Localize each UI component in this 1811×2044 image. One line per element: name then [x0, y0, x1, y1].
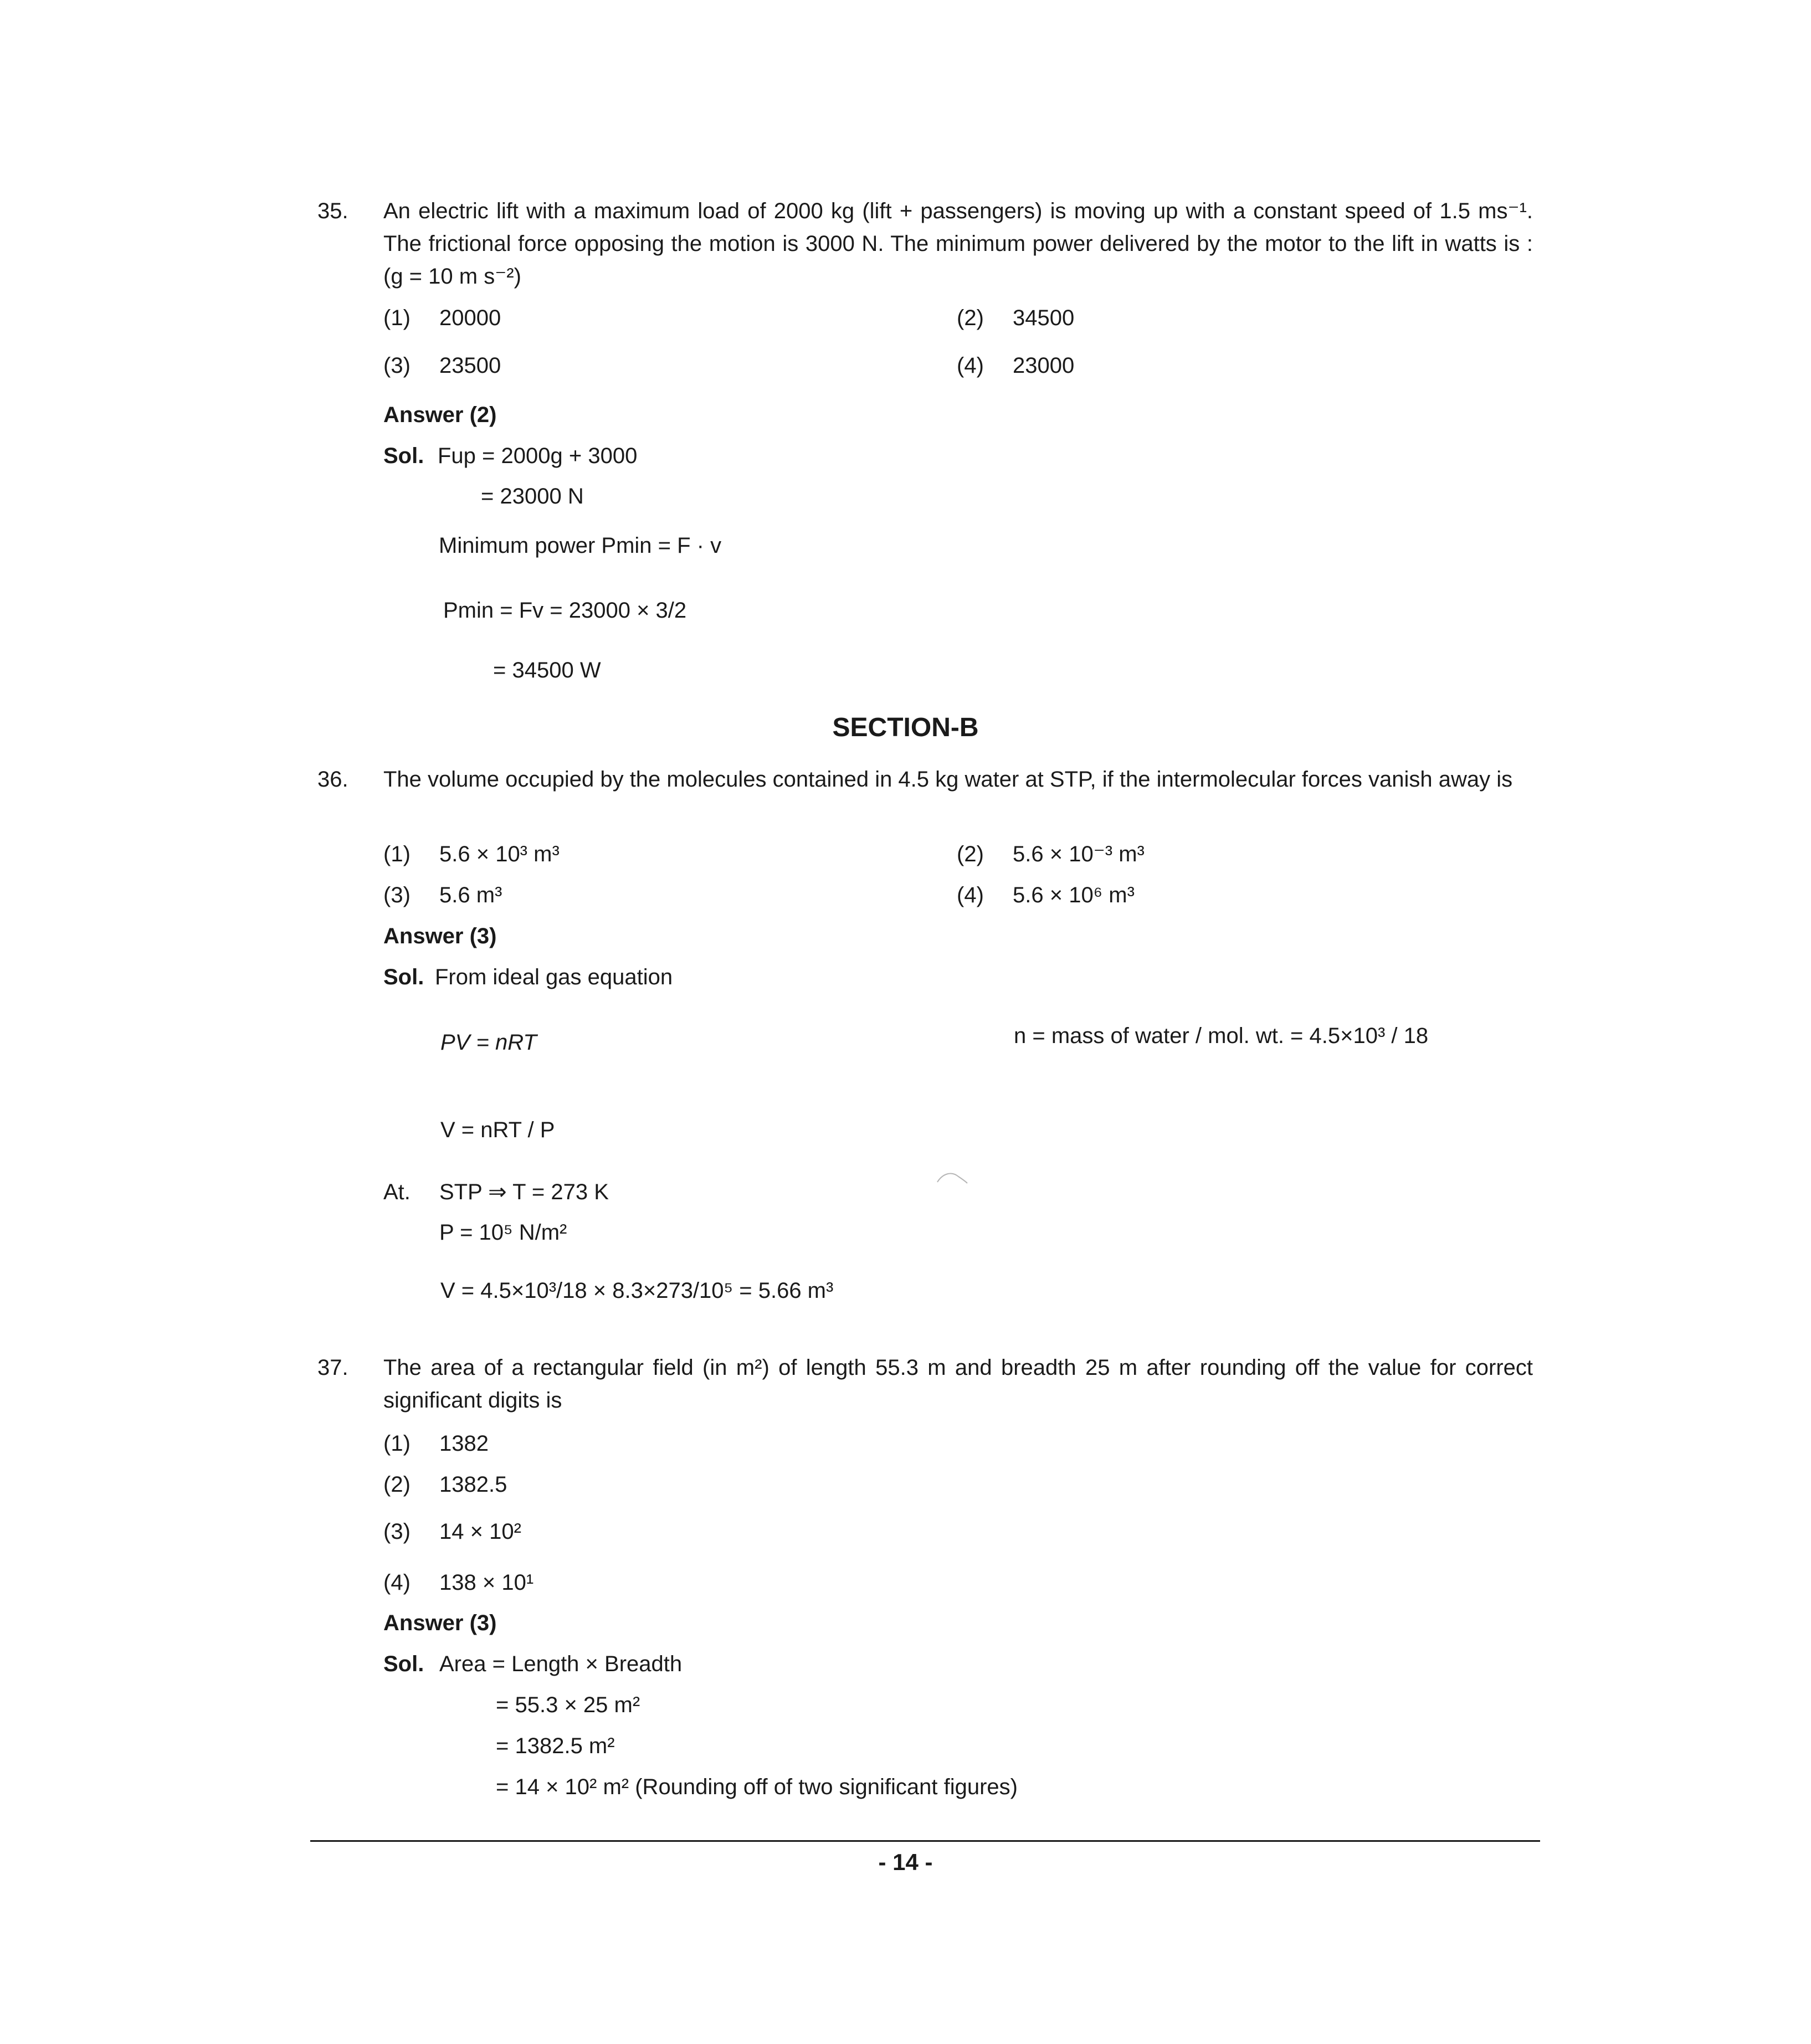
question-text: An electric lift with a maximum load of 2000 kg (lift + passengers) is moving up with a constant speed of 1.5 ms⁻¹. The frictional force opposing the motion is 3000 N. The minimum power delivered by the motor to the lift in watts is : (g = 10 m s⁻²)	[383, 199, 1533, 289]
question-number: 35.	[317, 199, 348, 223]
option-label: (4)	[383, 1570, 411, 1595]
option-label: (3)	[383, 353, 411, 378]
solution-step: P = 10⁵ N/m²	[439, 1220, 567, 1245]
equation: PV = nRT	[440, 1030, 537, 1055]
option-label: (1)	[383, 306, 411, 330]
page-number: - 14 -	[878, 1849, 933, 1875]
option-label: (4)	[957, 353, 984, 378]
option-label: (3)	[383, 1519, 411, 1544]
solution-label: Sol.	[383, 1652, 424, 1676]
option-label: (2)	[957, 842, 984, 866]
question-text: The area of a rectangular field (in m²) of length 55.3 m and breadth 25 m after rounding off the value for correct significant digits is	[383, 1355, 1533, 1413]
solution-step: = 14 × 10² m² (Rounding off of two significant figures)	[496, 1775, 1018, 1799]
answer-label: Answer (2)	[383, 403, 497, 427]
question-number: 36.	[317, 767, 348, 792]
solution-step: Pmin = Fv = 23000 × 3/2	[443, 598, 687, 623]
solution-step: Minimum power Pmin = F · v	[439, 533, 722, 558]
option-label: (2)	[383, 1472, 411, 1497]
footer-divider	[310, 1840, 1540, 1842]
option-value: 1382.5	[439, 1472, 507, 1497]
option-value: 5.6 × 10⁻³ m³	[1013, 842, 1145, 866]
equation: V = nRT / P	[440, 1118, 555, 1142]
option-label: (1)	[383, 1431, 411, 1456]
solution-step: STP ⇒ T = 273 K	[439, 1180, 609, 1204]
option-label: (4)	[957, 883, 984, 907]
answer-label: Answer (3)	[383, 1611, 497, 1635]
answer-label: Answer (3)	[383, 924, 497, 948]
solution-step: = 1382.5 m²	[496, 1734, 615, 1758]
solution-step: Fup = 2000g + 3000	[438, 444, 638, 468]
option-label: (2)	[957, 306, 984, 330]
option-value: 34500	[1013, 306, 1075, 330]
option-value: 5.6 × 10³ m³	[439, 842, 560, 866]
solution-step: = 34500 W	[493, 658, 601, 682]
option-value: 23500	[439, 353, 501, 378]
solution-label: Sol.	[383, 444, 424, 468]
option-value: 5.6 m³	[439, 883, 502, 907]
bracket-note: n = mass of water / mol. wt. = 4.5×10³ / 18	[1014, 1024, 1429, 1048]
section-heading: SECTION-B	[832, 713, 979, 742]
question-text: The volume occupied by the molecules contained in 4.5 kg water at STP, if the intermolecular forces vanish away is	[383, 767, 1513, 792]
option-label: (1)	[383, 842, 411, 866]
option-value: 5.6 × 10⁶ m³	[1013, 883, 1135, 907]
option-value: 20000	[439, 306, 501, 330]
scan-smudge	[936, 1169, 968, 1184]
solution-step: Area = Length × Breadth	[439, 1652, 683, 1676]
at-label: At.	[383, 1180, 411, 1204]
option-value: 138 × 10¹	[439, 1570, 534, 1595]
option-label: (3)	[383, 883, 411, 907]
solution-label: Sol.	[383, 965, 424, 989]
solution-step: V = 4.5×10³/18 × 8.3×273/10⁵ = 5.66 m³	[440, 1278, 834, 1303]
question-number: 37.	[317, 1355, 348, 1380]
solution-step: = 55.3 × 25 m²	[496, 1693, 640, 1717]
solution-step: = 23000 N	[481, 484, 584, 509]
solution-step: From ideal gas equation	[435, 965, 673, 989]
option-value: 23000	[1013, 353, 1075, 378]
option-value: 14 × 10²	[439, 1519, 521, 1544]
option-value: 1382	[439, 1431, 489, 1456]
